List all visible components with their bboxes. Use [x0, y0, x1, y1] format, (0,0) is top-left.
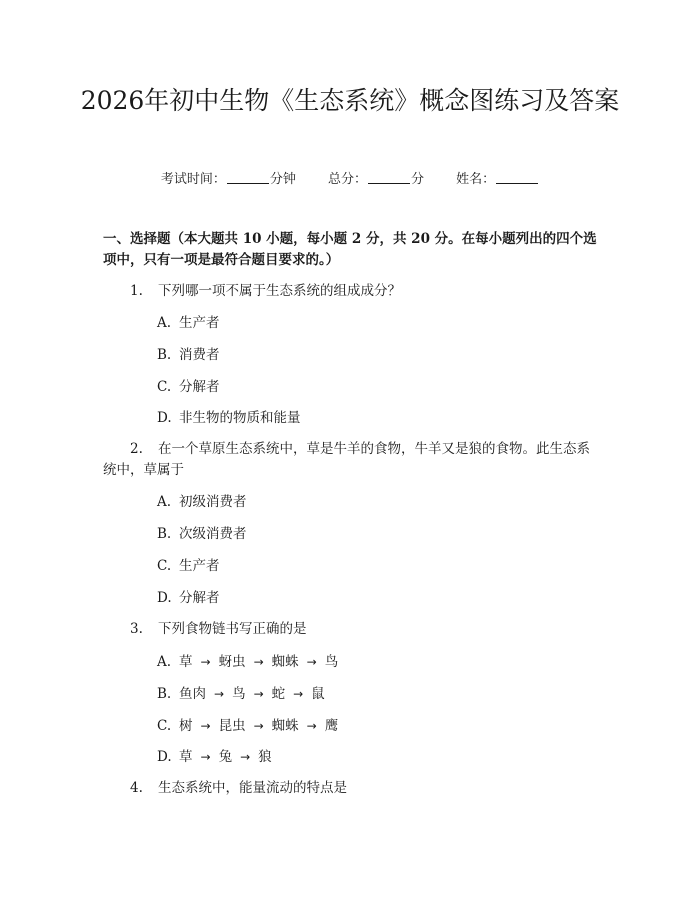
arrow-icon: →: [253, 719, 264, 733]
name-field: [456, 168, 539, 187]
arrow-icon: →: [253, 687, 264, 701]
option-letter: B.: [157, 686, 172, 702]
question-number: 4.: [130, 780, 143, 796]
time-label: 考试时间：: [160, 172, 226, 187]
option-3b[interactable]: [157, 684, 325, 704]
question-2: [103, 439, 600, 481]
option-letter: D.: [157, 749, 172, 765]
name-label: 姓名：: [456, 172, 496, 187]
option-letter: B.: [157, 347, 172, 363]
option-2d[interactable]: [157, 588, 220, 608]
chain-organism: 昆虫: [218, 718, 246, 734]
option-text: 分解者: [179, 379, 220, 395]
option-letter: C.: [157, 558, 172, 574]
arrow-icon: →: [306, 719, 317, 733]
option-letter: A.: [157, 654, 172, 670]
arrow-icon: →: [293, 687, 304, 701]
option-2b[interactable]: [157, 524, 247, 544]
question-3: [103, 619, 600, 640]
arrow-icon: →: [200, 750, 211, 764]
arrow-icon: →: [200, 655, 211, 669]
option-2a[interactable]: [157, 492, 247, 512]
option-letter: D.: [157, 410, 172, 426]
option-text: 生产者: [179, 558, 220, 574]
question-text: 在一个草原生态系统中，草是牛羊的食物，牛羊又是狼的食物。此生态系统中，草属于: [103, 441, 590, 478]
question-text: 生态系统中，能量流动的特点是: [158, 780, 347, 796]
option-letter: C.: [157, 379, 172, 395]
option-3d[interactable]: [157, 747, 272, 767]
option-text: 消费者: [179, 347, 220, 363]
question-text: 下列哪一项不属于生态系统的组成成分？: [158, 283, 401, 299]
option-text: 次级消费者: [179, 526, 247, 542]
arrow-icon: →: [214, 687, 225, 701]
option-1c[interactable]: [157, 377, 220, 397]
time-blank[interactable]: [227, 171, 269, 184]
chain-organism: 兔: [218, 749, 233, 765]
chain-organism: 树: [179, 718, 193, 734]
arrow-icon: →: [200, 719, 211, 733]
option-letter: D.: [157, 590, 172, 606]
chain-organism: 草: [179, 654, 193, 670]
chain-organism: 蜘蛛: [271, 718, 299, 734]
question-4: [103, 778, 600, 799]
option-text: 生产者: [179, 315, 220, 331]
score-blank[interactable]: [368, 171, 410, 184]
option-letter: B.: [157, 526, 172, 542]
chain-organism: 鱼肉: [179, 686, 206, 702]
score-label: 总分：: [327, 172, 367, 187]
option-1d[interactable]: [157, 408, 301, 428]
time-unit: 分钟: [269, 172, 296, 187]
chain-organism: 鼠: [311, 686, 325, 702]
time-field: [161, 168, 296, 187]
option-letter: A.: [157, 494, 172, 510]
document-title: 2026年初中生物《生态系统》概念图练习及答案: [80, 86, 620, 115]
option-text: 非生物的物质和能量: [179, 410, 301, 426]
arrow-icon: →: [306, 655, 317, 669]
question-number: 2.: [130, 441, 143, 457]
option-3c[interactable]: [157, 716, 338, 736]
option-1a[interactable]: [157, 313, 220, 333]
chain-organism: 鸟: [324, 654, 339, 670]
arrow-icon: →: [240, 750, 251, 764]
chain-organism: 蛇: [271, 686, 286, 702]
score-unit: 分: [411, 172, 425, 187]
arrow-icon: →: [253, 655, 264, 669]
name-blank[interactable]: [496, 171, 538, 184]
chain-organism: 蜘蛛: [271, 654, 299, 670]
chain-organism: 鹰: [324, 718, 339, 734]
option-text: 初级消费者: [179, 494, 247, 510]
chain-organism: 鸟: [232, 686, 246, 702]
option-letter: C.: [157, 718, 172, 734]
option-letter: A.: [157, 315, 172, 331]
option-1b[interactable]: [157, 345, 220, 365]
chain-organism: 草: [179, 749, 193, 765]
option-text: 分解者: [179, 590, 220, 606]
option-2c[interactable]: [157, 556, 220, 576]
option-3a[interactable]: [157, 652, 338, 672]
question-text: 下列食物链书写正确的是: [158, 621, 307, 637]
chain-organism: 狼: [258, 749, 272, 765]
question-number: 1.: [130, 283, 143, 299]
chain-organism: 蚜虫: [218, 654, 246, 670]
section-heading: 一、选择题（本大题共 10 小题，每小题 2 分，共 20 分。在每小题列出的四个选项中，只有一项是最符合题目要求的。）: [103, 231, 597, 268]
exam-meta: [0, 168, 700, 187]
score-field: [328, 168, 424, 187]
question-number: 3.: [130, 621, 143, 637]
question-1: [103, 281, 600, 302]
